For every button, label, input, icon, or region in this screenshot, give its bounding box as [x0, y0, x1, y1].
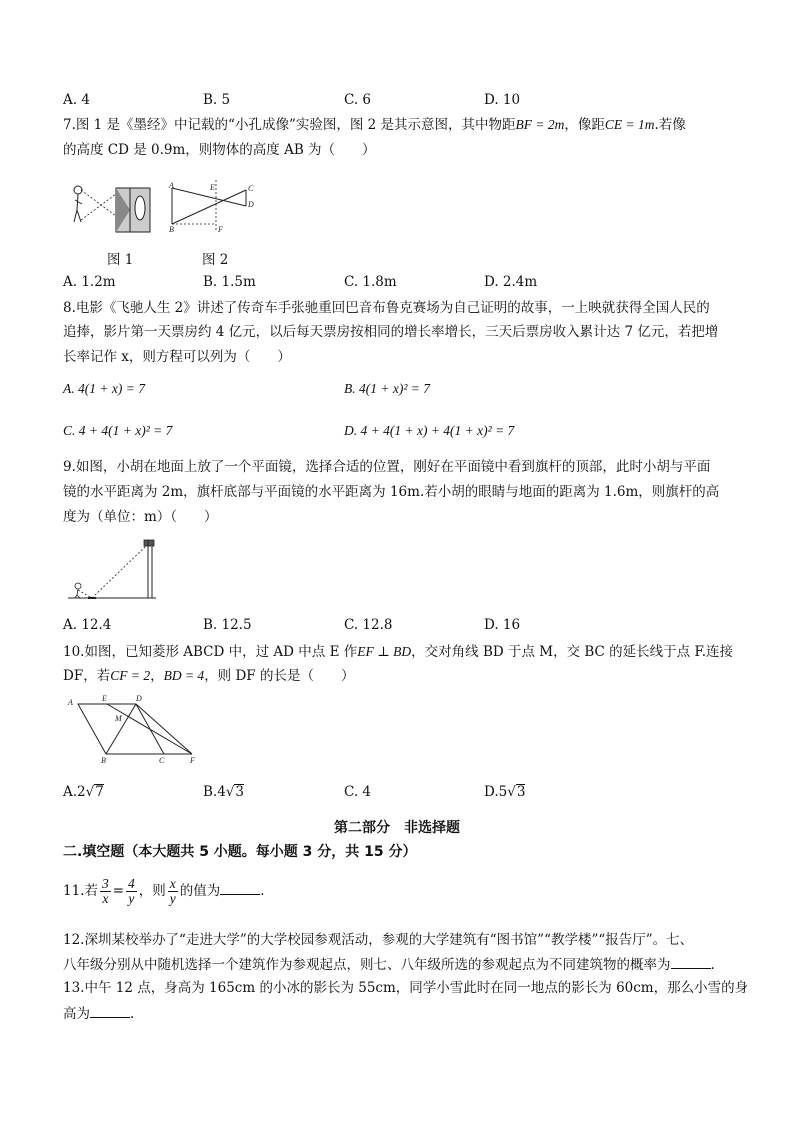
q10-label-m: M [115, 714, 122, 723]
q7-label-e: E [210, 183, 215, 192]
q10-label-e: E [102, 694, 107, 703]
q9-option-d: D. 16 [484, 617, 521, 633]
q10-option-b: B.4√3 [203, 784, 245, 800]
section2-title: 二.填空题（本大题共 5 小题。每小题 3 分，共 15 分） [63, 844, 417, 860]
q11-frac-xy: $\frac{x}{y}$ [169, 876, 176, 906]
q8-option-d: D. 4 + 4(1 + x) + 4(1 + x)² = 7 [344, 423, 515, 438]
q7-option-b: B. 1.5m [203, 274, 256, 290]
q11-answer-blank [220, 880, 260, 895]
q7-label-d: D [248, 200, 254, 209]
q9-option-b: B. 12.5 [203, 617, 252, 633]
q7-fig2-caption: 图 2 [202, 252, 229, 268]
q10-option-c: C. 4 [344, 784, 372, 800]
q10-option-a: A.2√7 [63, 784, 104, 800]
q11-frac-3x: $\frac{3}{x}$ [101, 876, 109, 906]
q7-label-a: A [169, 181, 174, 190]
q7-option-c: C. 1.8m [344, 274, 397, 290]
q7-stem-line1: 7.图 1 是《墨经》中记载的“小孔成像”实验图，图 2 是其示意图，其中物距BF = 2m，像距CE = 1m.若像 [63, 117, 686, 133]
q6-option-c: C. 6 [344, 92, 372, 108]
q12-answer-blank [671, 954, 711, 969]
q10-label-b: B [101, 756, 106, 765]
q10-option-d: D.5√3 [484, 784, 526, 800]
q10-label-a: A [68, 698, 73, 707]
q13-stem-line2: 高为 . [63, 1003, 134, 1024]
q7-fig1-caption: 图 1 [107, 252, 134, 268]
q6-option-a: A. 4 [63, 92, 90, 108]
q7-label-c: C [248, 184, 254, 193]
q6-option-b: B. 5 [203, 92, 231, 108]
q10-stem-line1: 10.如图，已知菱形 ABCD 中，过 AD 中点 E 作EF ⊥ BD，交对角线 BD 于点 M，交 BC 的延长线于点 F.连接 [63, 644, 734, 660]
q8-option-a: A. 4(1 + x) = 7 [63, 381, 145, 396]
q7-label-f: F [218, 225, 223, 234]
q9-figure [66, 536, 162, 602]
q13-stem-line1: 13.中午 12 点，身高为 165cm 的小冰的影长为 55cm，同学小雪此时在同一地点的影长为 60cm，那么小雪的身 [63, 980, 749, 996]
q9-stem-line3: 度为（单位：m）（ ） [63, 509, 218, 525]
q8-option-b: B. 4(1 + x)² = 7 [344, 381, 430, 396]
q9-option-a: A. 12.4 [63, 617, 112, 633]
q11-frac-4y: $\frac{4}{y}$ [128, 876, 135, 906]
q7-option-a: A. 1.2m [63, 274, 116, 290]
q6-option-d: D. 10 [484, 92, 521, 108]
q8-option-c: C. 4 + 4(1 + x)² = 7 [63, 423, 173, 438]
q9-option-c: C. 12.8 [344, 617, 393, 633]
q10-label-f: F [190, 756, 195, 765]
q8-stem-line2: 追捧，影片第一天票房约 4 亿元，以后每天票房按相同的增长率增长，三天后票房收入累计达 7 亿元，若把增 [63, 324, 719, 340]
q10-figure [66, 692, 202, 766]
q8-stem-line3: 长率记作 x，则方程可以列为（ ） [63, 349, 291, 365]
q9-stem-line2: 镜的水平距离为 2m，旗杆底部与平面镜的水平距离为 16m.若小胡的眼睛与地面的距离为 1.6m，则旗杆的高 [63, 484, 720, 500]
q9-stem-line1: 9.如图，小胡在地面上放了一个平面镜，选择合适的位置，刚好在平面镜中看到旗杆的顶部，此时小胡与平面 [63, 459, 711, 475]
q7-figure2-diagram [168, 180, 254, 234]
q12-stem-line1: 12.深圳某校举办了“走进大学”的大学校园参观活动，参观的大学建筑有“图书馆”“教学楼”“报告厅”。七、 [63, 932, 694, 948]
q7-label-b: B [169, 225, 174, 234]
q11-stem: 11.若 $\frac{3}{x}$ = $\frac{4}{y}$ ，则 $\frac{x}{y}$ 的值为 . [63, 876, 265, 906]
part2-title: 第二部分 非选择题 [334, 820, 460, 836]
q7-option-d: D. 2.4m [484, 274, 538, 290]
q13-answer-blank [90, 1003, 130, 1018]
q12-stem-line2: 八年级分别从中随机选择一个建筑作为参观起点，则七、八年级所选的参观起点为不同建筑物的概率为 . [63, 954, 715, 975]
q7-stem-line2: 的高度 CD 是 0.9m，则物体的高度 AB 为（ ） [63, 142, 376, 158]
q7-figure [68, 176, 268, 236]
q10-label-d: D [136, 694, 142, 703]
q10-label-c: C [159, 756, 165, 765]
q10-stem-line2: DF，若CF = 2，BD = 4，则 DF 的长是（ ） [63, 668, 355, 684]
q7-figure1-illustration [74, 186, 150, 232]
q8-stem-line1: 8.电影《飞驰人生 2》讲述了传奇车手张驰重回巴音布鲁克赛场为自己证明的故事，一上映就获得全国人民的 [63, 300, 710, 316]
